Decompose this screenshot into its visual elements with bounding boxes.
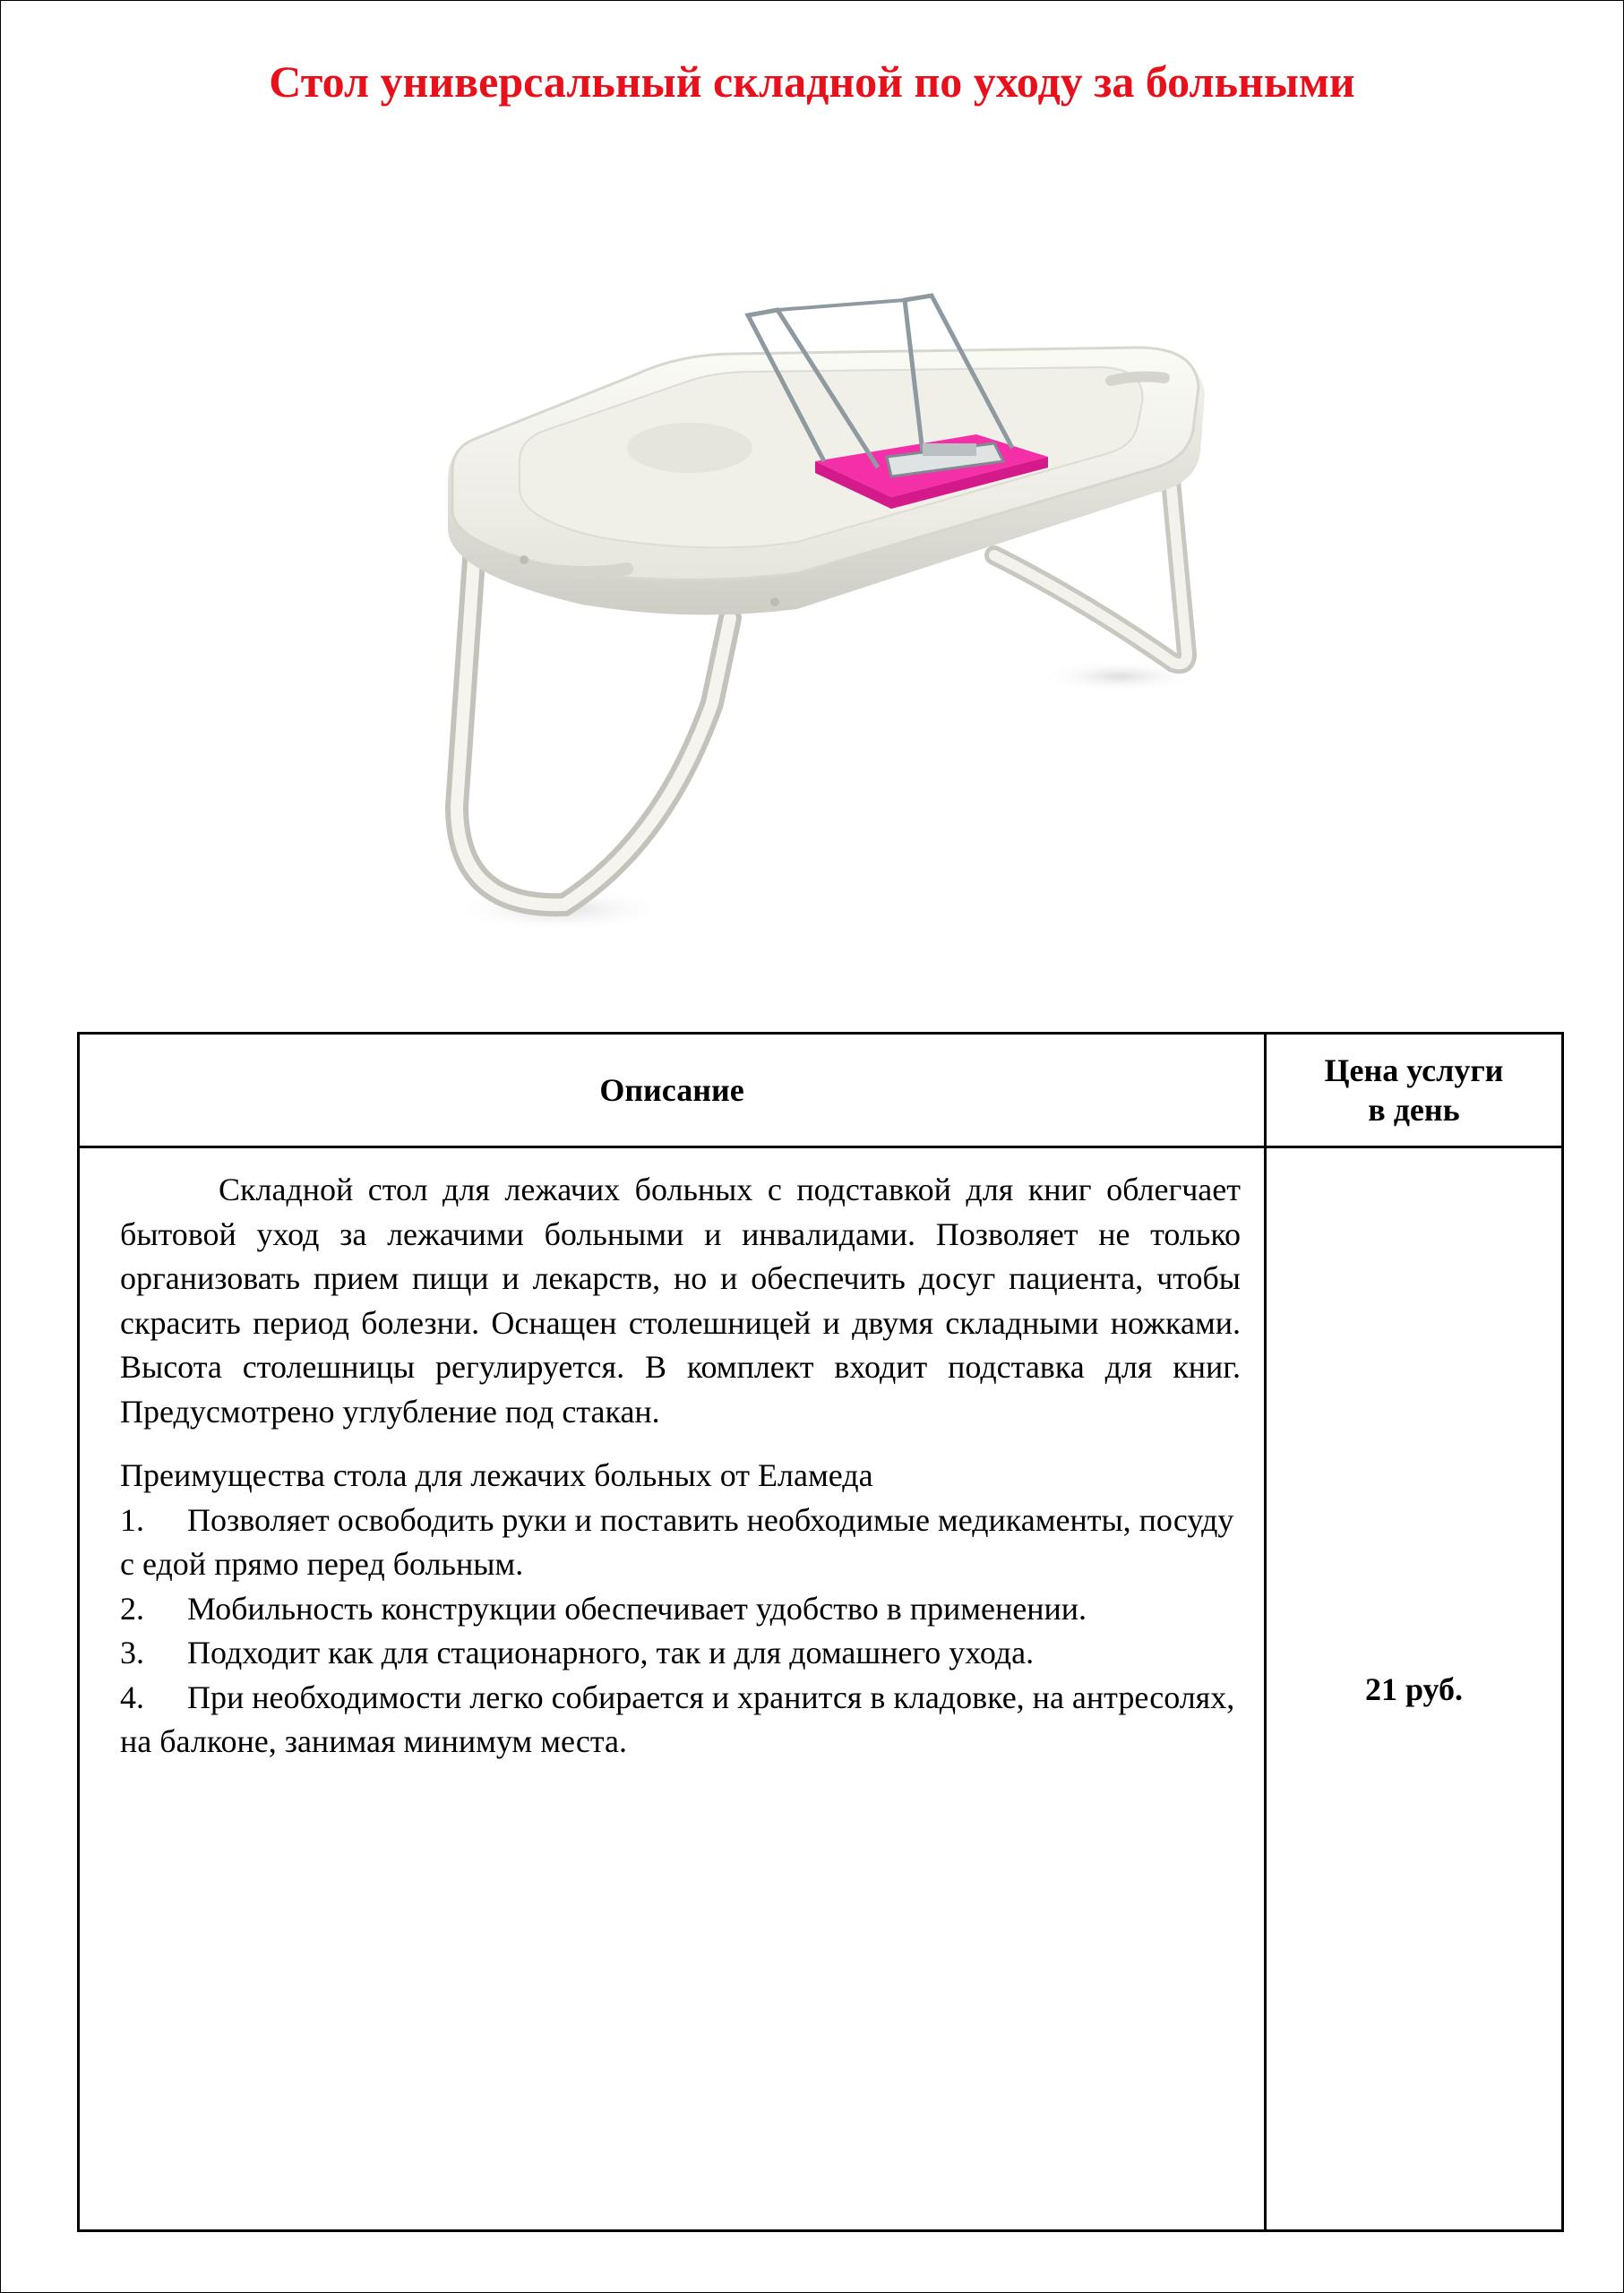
list-item-number: 1. bbox=[120, 1501, 144, 1538]
list-item-text: Подходит как для стационарного, так и для домашнего ухода. bbox=[187, 1635, 1035, 1670]
list-item bbox=[120, 1676, 1241, 1765]
price-cell bbox=[1266, 1147, 1563, 2231]
list-item-number: 2. bbox=[120, 1590, 144, 1627]
list-item bbox=[120, 1631, 1241, 1676]
table-body-row bbox=[79, 1147, 1563, 2231]
advantages-list bbox=[120, 1499, 1241, 1765]
price-header bbox=[1266, 1034, 1563, 1147]
price-value: 21 руб. bbox=[1364, 1670, 1464, 1707]
page-title: Стол универсальный складной по уходу за больными bbox=[269, 56, 1355, 107]
description-cell bbox=[79, 1147, 1266, 2231]
list-item-text: При необходимости легко собирается и хранится в кладовке, на антресолях, на балконе, занимая минимум места. bbox=[120, 1679, 1235, 1759]
list-item bbox=[120, 1499, 1241, 1587]
list-item-text: Позволяет освободить руки и поставить необходимые медикаменты, посуду с едой прямо перед больным. bbox=[120, 1501, 1234, 1582]
list-item-number: 3. bbox=[120, 1635, 144, 1670]
list-item-number: 4. bbox=[120, 1679, 144, 1715]
description-text: Складной стол для лежачих больных с подставкой для книг облегчает бытовой уход за лежачими больными и инвалидами. Позволяет не только организовать прием пищи и лекарств, но и обеспечить досуг пациента, чтобы скрасить период болезни. Оснащен столешницей и двумя складными ножками. Высота столешницы регулируется. В комплект входит подставка для книг. Предусмотрено углубление под стакан. bbox=[120, 1172, 1241, 1430]
description-header: Описание bbox=[79, 1034, 1266, 1147]
table-header-row bbox=[79, 1034, 1563, 1147]
list-item-text: Мобильность конструкции обеспечивает удобство в применении. bbox=[187, 1590, 1087, 1627]
price-header-label: Цена услуги в день bbox=[1324, 1052, 1504, 1128]
description-table bbox=[77, 1032, 1564, 2232]
bed-table-icon bbox=[421, 269, 1245, 949]
list-item bbox=[120, 1587, 1241, 1632]
advantages-heading: Преимущества стола для лежачих больных от Еламеда bbox=[120, 1457, 873, 1493]
